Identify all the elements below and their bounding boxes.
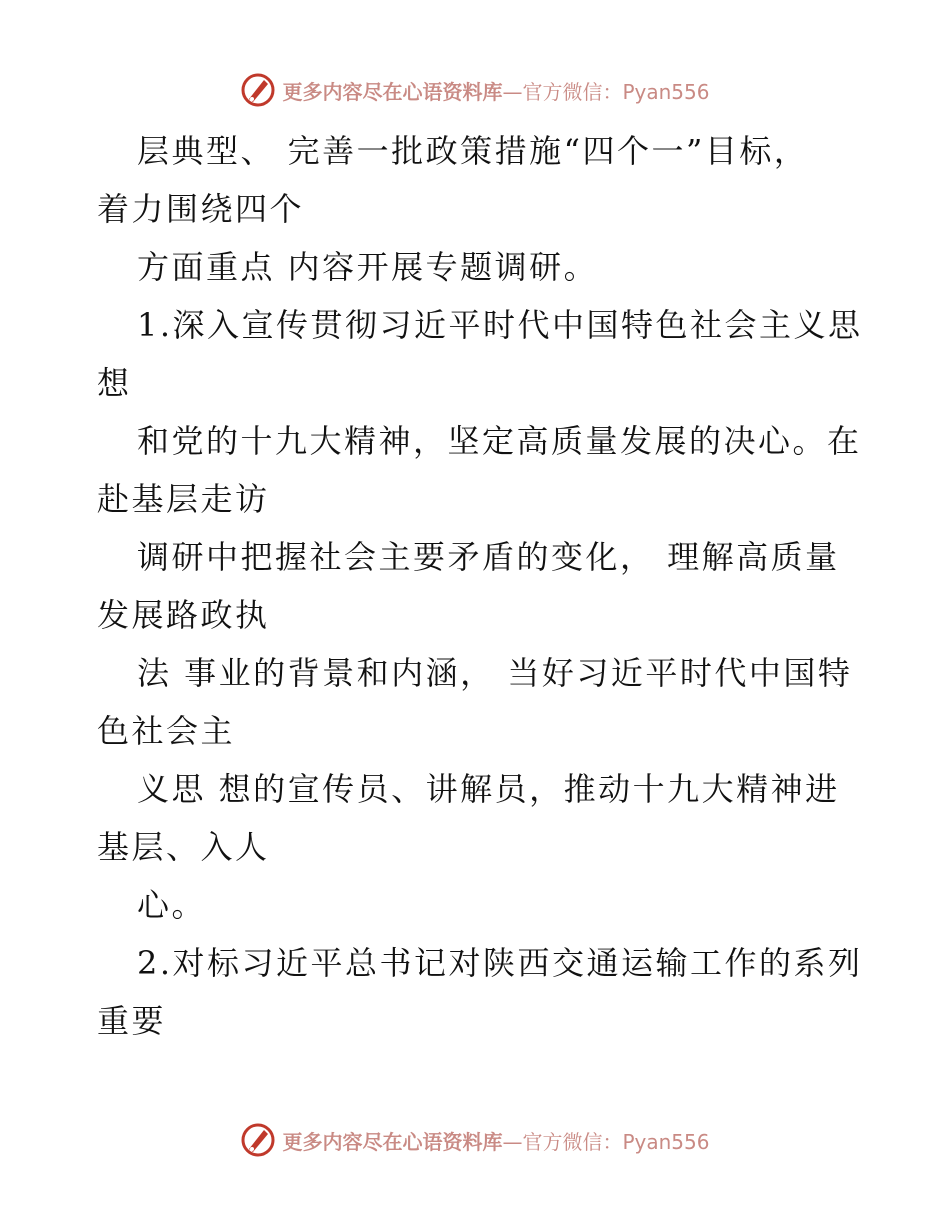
text-line: 色社会主 <box>97 712 236 750</box>
text-line: 法 事业的背景和内涵， 当好习近平时代中国特 <box>137 654 853 692</box>
text-line: 想 <box>97 364 132 402</box>
text-line: 赴基层走访 <box>97 480 270 518</box>
watermark-text <box>282 76 709 105</box>
text-line: 层典型、 完善一批政策措施“四个一”目标， <box>137 132 809 170</box>
watermark-suffix: 官方微信：Pyan556 <box>522 1129 710 1154</box>
watermark-main: 更多内容尽在心语资料库 <box>282 79 503 104</box>
watermark-dash: — <box>502 1129 523 1154</box>
text-line: 2.对标习近平总书记对陕西交通运输工作的系列 <box>137 944 863 982</box>
watermark-text <box>282 1126 709 1155</box>
text-line: 调研中把握社会主要矛盾的变化， 理解高质量 <box>137 538 840 576</box>
text-line: 1.深入宣传贯彻习近平时代中国特色社会主义思 <box>137 306 863 344</box>
text-line: 心。 <box>137 886 207 924</box>
text-line: 发展路政执 <box>97 596 270 634</box>
text-line: 和党的十九大精神，坚定高质量发展的决心。在 <box>137 422 862 460</box>
text-line: 重要 <box>97 1002 167 1040</box>
watermark-dash: — <box>502 79 523 104</box>
text-line: 方面重点 内容开展专题调研。 <box>137 248 599 286</box>
watermark-suffix: 官方微信：Pyan556 <box>522 79 710 104</box>
text-line: 基层、入人 <box>97 828 270 866</box>
document-body <box>97 122 863 1050</box>
text-line: 着力围绕四个 <box>97 190 305 228</box>
watermark-main: 更多内容尽在心语资料库 <box>282 1129 503 1154</box>
header-watermark <box>0 70 950 110</box>
pen-logo-icon <box>240 72 276 108</box>
footer-watermark <box>0 1120 950 1160</box>
pen-logo-icon <box>240 1122 276 1158</box>
text-line: 义思 想的宣传员、讲解员，推动十九大精神进 <box>137 770 840 808</box>
